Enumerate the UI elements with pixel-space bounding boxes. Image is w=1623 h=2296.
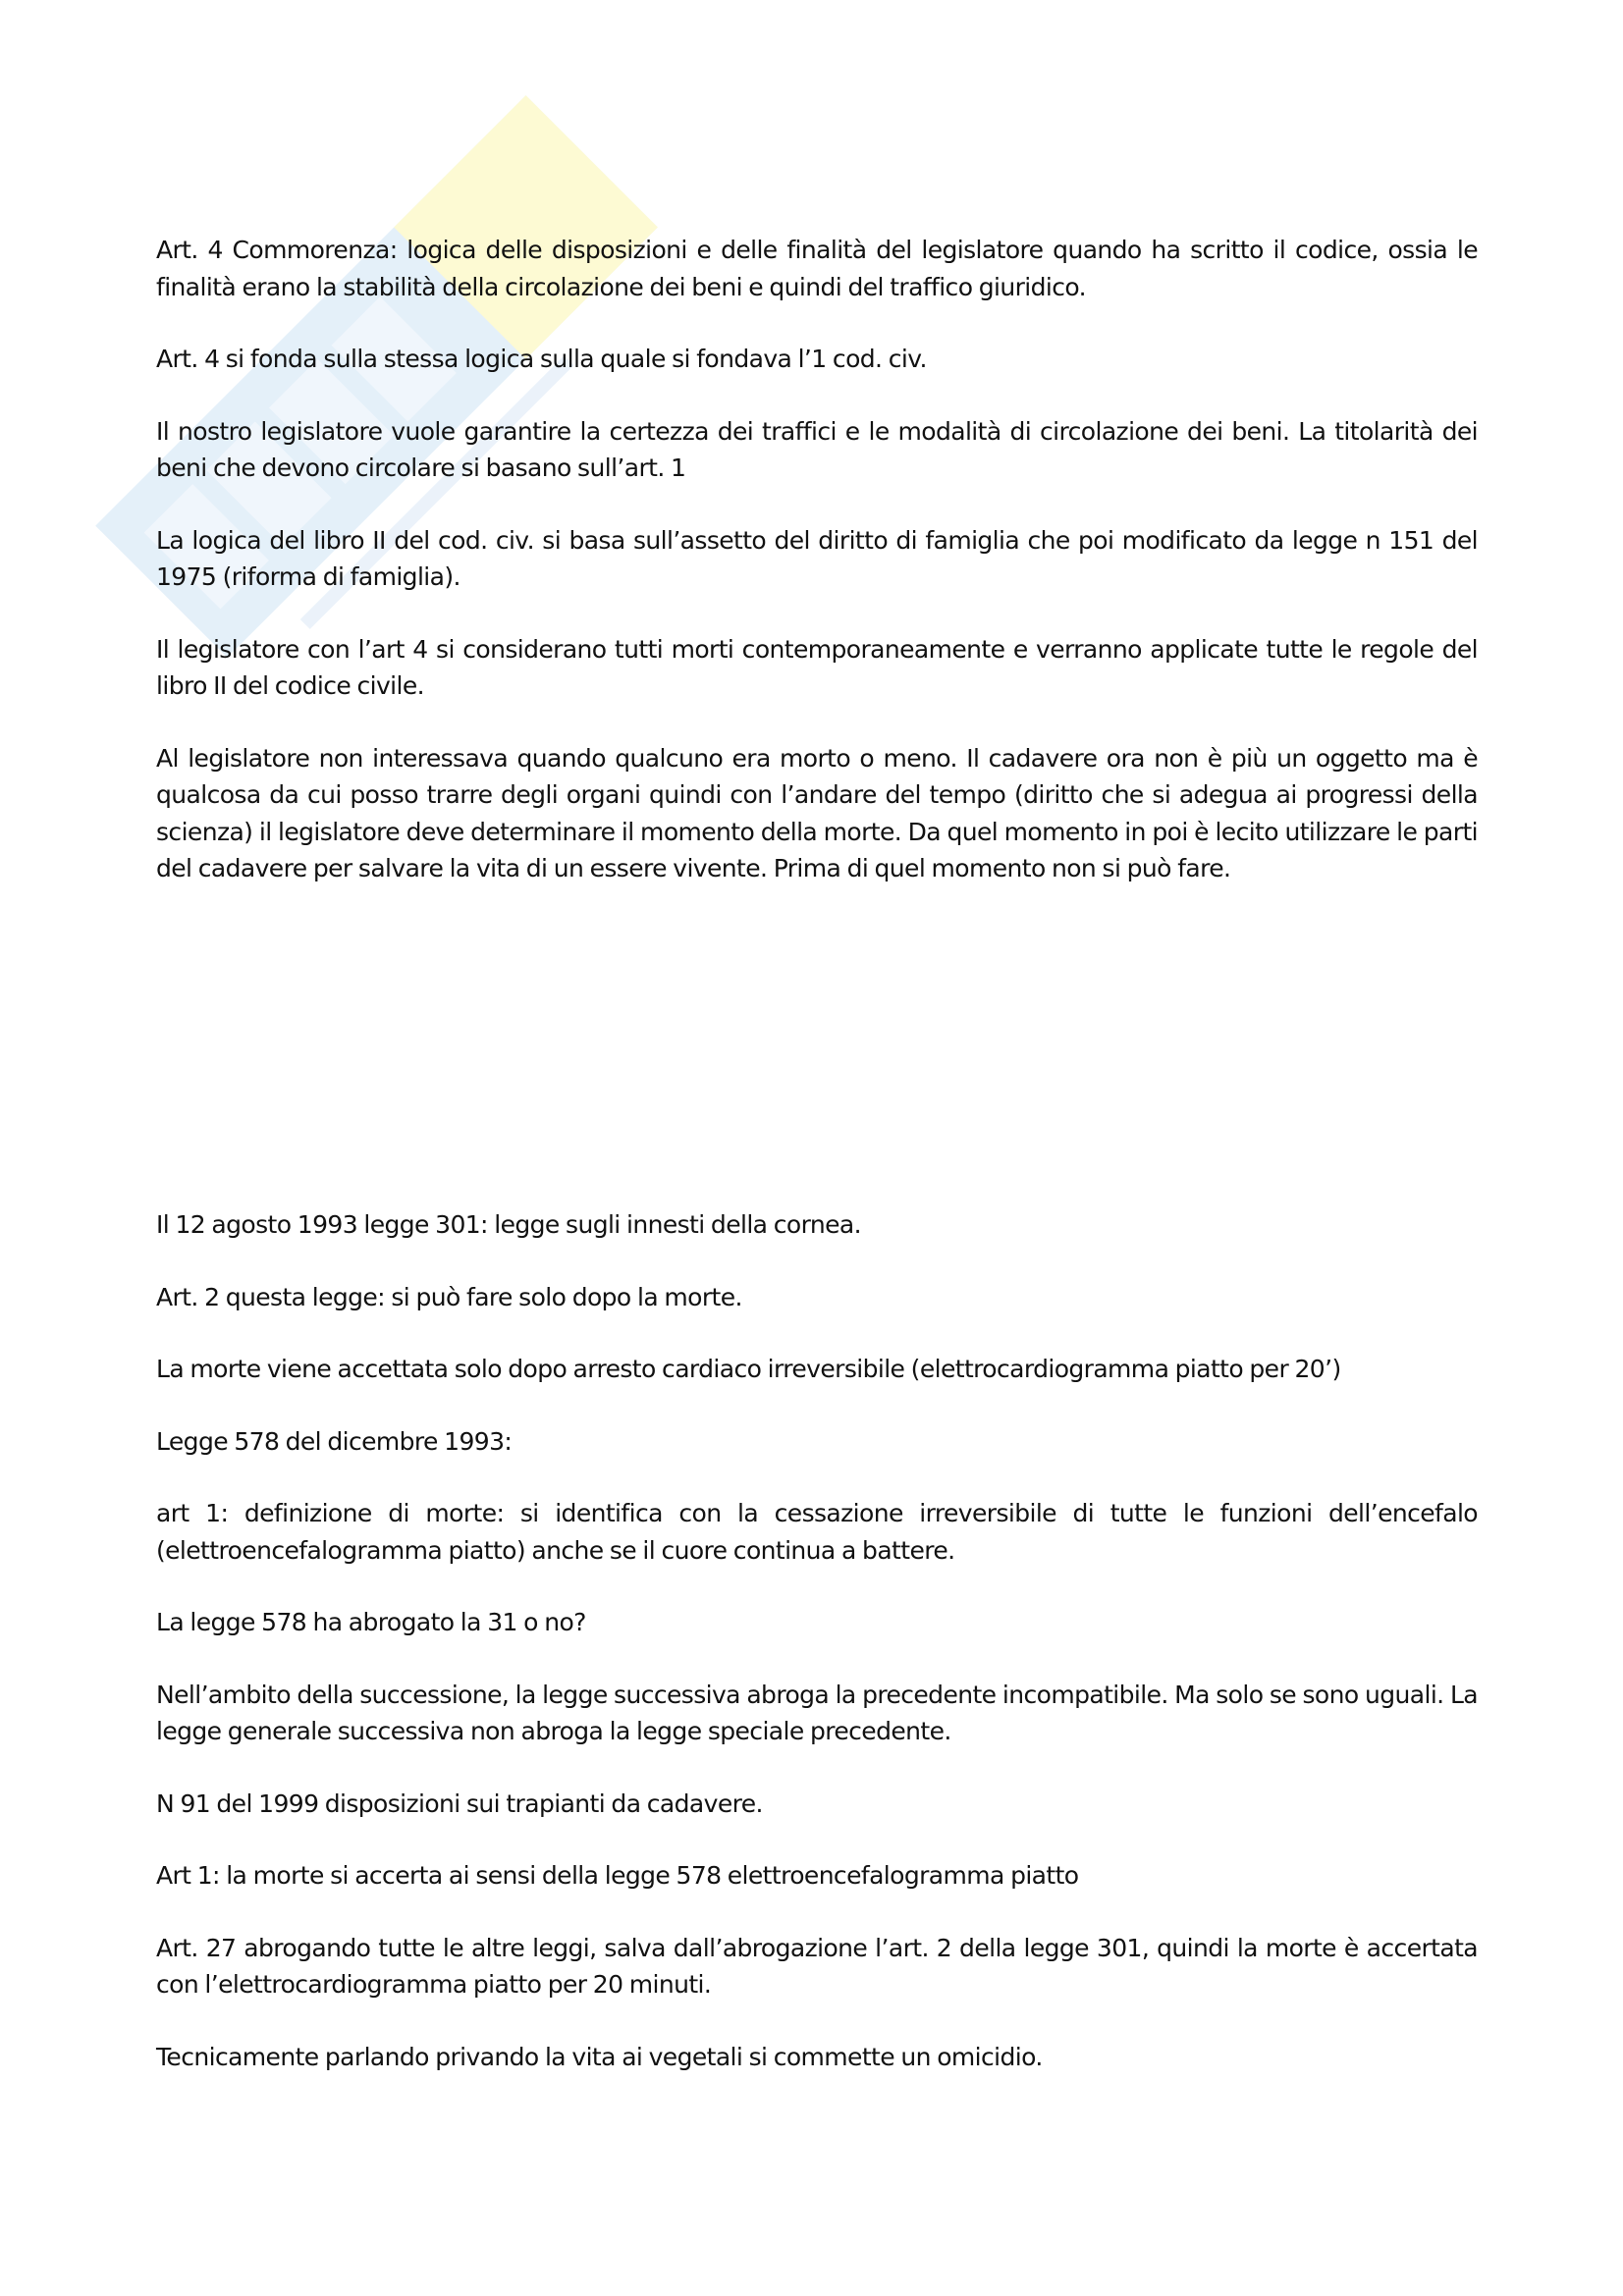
paragraph: Il nostro legislatore vuole garantire la certezza dei traffici e le modalità di circolazione dei beni. La titolarità dei beni che devono circolare si basano sull’art. 1 [156, 416, 1478, 482]
paragraph: Art 1: la morte si accerta ai sensi della legge 578 elettroencefalogramma piatto [156, 1861, 1079, 1890]
text-block-top [156, 232, 1478, 923]
paragraph: Al legislatore non interessava quando qualcuno era morto o meno. Il cadavere ora non è più un oggetto ma è qualcosa da cui posso trarre degli organi quindi con l’andare del tempo (diritto che si adegua ai progressi della scienza) il legislatore deve determinare il momento della morte. Da quel momento in poi è lecito utilizzare le parti del cadavere per salvare la vita di un essere vivente. Prima di quel momento non si può fare. [156, 743, 1478, 882]
paragraph: Il 12 agosto 1993 legge 301: legge sugli innesti della cornea. [156, 1210, 861, 1239]
paragraph: N 91 del 1999 disposizioni sui trapianti da cadavere. [156, 1789, 763, 1818]
paragraph: art 1: definizione di morte: si identifica con la cessazione irreversibile di tutte le funzioni dell’encefalo (elettroencefalogramma piatto) anche se il cuore continua a battere. [156, 1499, 1478, 1565]
paragraph: La logica del libro II del cod. civ. si basa sull’assetto del diritto di famiglia che poi modificato da legge n 151 del 1975 (riforma di famiglia). [156, 525, 1478, 591]
paragraph: Il legislatore con l’art 4 si considerano tutti morti contemporaneamente e verranno applicate tutte le regole del libro II del codice civile. [156, 634, 1478, 700]
paragraph: Tecnicamente parlando privando la vita ai vegetali si commette un omicidio. [156, 2042, 1043, 2071]
paragraph: La morte viene accettata solo dopo arresto cardiaco irreversibile (elettrocardiogramma piatto per 20’) [156, 1355, 1341, 1383]
paragraph: Art. 4 Commorenza: logica delle disposizioni e delle finalità del legislatore quando ha scritto il codice, ossia le finalità erano la stabilità della circolazione dei beni e quindi del traffico giuridico. [156, 236, 1478, 301]
paragraph: Art. 27 abrogando tutte le altre leggi, salva dall’abrogazione l’art. 2 della legge 301, quindi la morte è accertata con l’elettrocardiogramma piatto per 20 minuti. [156, 1933, 1478, 1999]
paragraph: Legge 578 del dicembre 1993: [156, 1426, 513, 1456]
text-block-bottom [156, 1206, 1478, 2110]
paragraph: Art. 2 questa legge: si può fare solo dopo la morte. [156, 1282, 742, 1311]
paragraph: Nell’ambito della successione, la legge successiva abroga la precedente incompatibile. Ma solo se sono uguali. La legge generale successiva non abroga la legge speciale precedente. [156, 1680, 1478, 1745]
paragraph: Art. 4 si fonda sulla stessa logica sulla quale si fondava l’1 cod. civ. [156, 345, 927, 373]
paragraph: La legge 578 ha abrogato la 31 o no? [156, 1608, 586, 1636]
